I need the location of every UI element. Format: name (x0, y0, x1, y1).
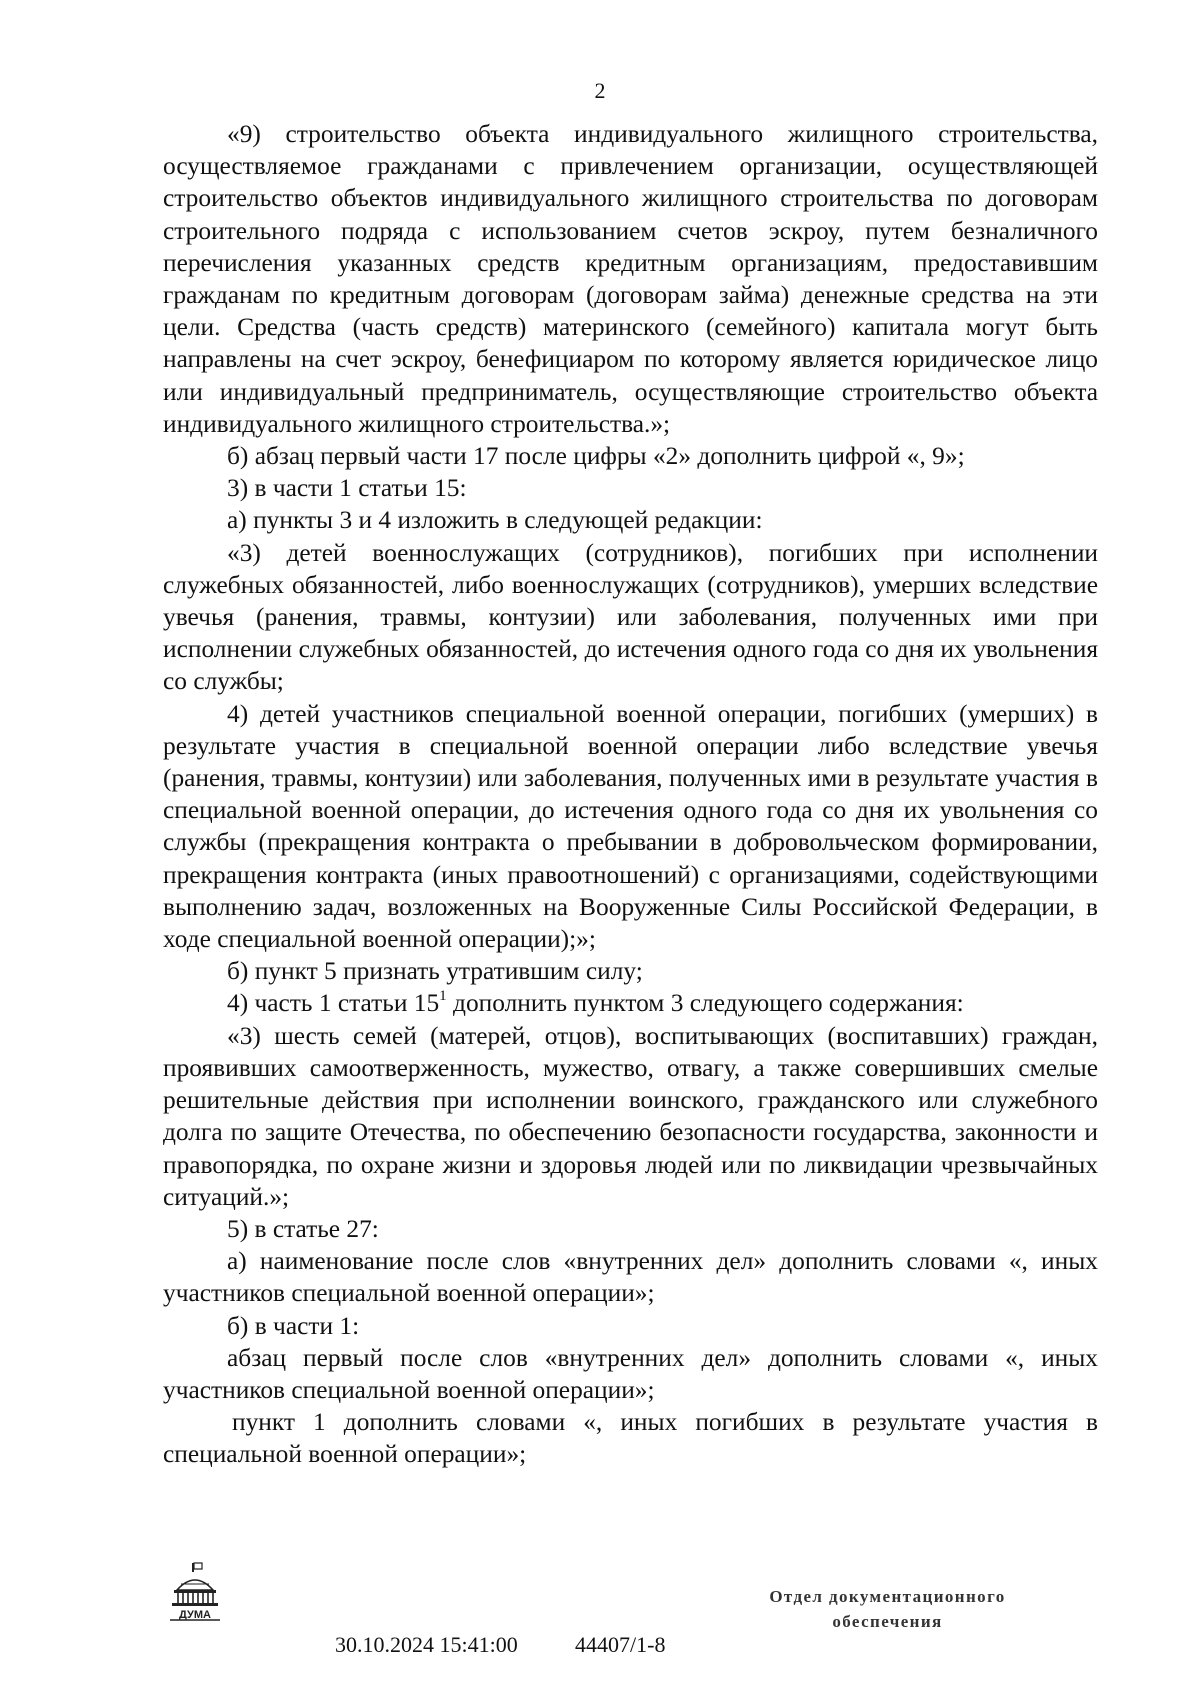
paragraph-title-amend: а) наименование после слов «внутренних дел» дополнить словами «, иных участников специальной военной операции»; (163, 1247, 1098, 1308)
paragraph-article-15-1 (163, 987, 1098, 1019)
paragraph-article-15: 3) в части 1 статьи 15: (227, 474, 467, 503)
paragraph-part-17: б) абзац первый части 17 после цифры «2» дополнить цифрой «, 9»; (227, 442, 965, 471)
registration-number: 44407/1-8 (575, 1632, 666, 1657)
department-stamp (745, 1584, 1030, 1634)
paragraph-item-1-amend: пункт 1 дополнить словами «, иных погибших в результате участия в специальной военной операции»; (163, 1408, 1098, 1469)
paragraph-part-1: б) в части 1: (227, 1311, 360, 1340)
paragraph-item-9: «9) строительство объекта индивидуального жилищного строительства, осуществляемое гражданами с привлечением организации, осуществляющей строительство объектов индивидуального жилищного строительства по договорам строительного подряда с использованием счетов эскроу, путем безналичного перечисления указанных средств кредитным организациям, предоставившим гражданам по кредитным договорам (договорам займа) денежные средства на эти цели. Средства (часть средств) материнского (семейного) капитала могут быть направлены на счет эскроу, бенефициаром по которому является юридическое лицо или индивидуальный предприниматель, осуществляющие строительство объекта индивидуального жилищного строительства.»; (163, 120, 1098, 438)
department-line-2: обеспечения (832, 1612, 943, 1631)
paragraph-first-abzac: абзац первый после слов «внутренних дел» дополнить словами «, иных участников специальной военной операции»; (163, 1343, 1098, 1404)
registration-datetime: 30.10.2024 15:41:00 (335, 1632, 518, 1657)
paragraph-items-3-4: а) пункты 3 и 4 изложить в следующей редакции: (227, 506, 763, 535)
article-ref-text: 4) часть 1 статьи 15 (227, 989, 440, 1018)
duma-logo-icon (165, 1562, 225, 1622)
paragraph-item-4-children: 4) детей участников специальной военной операции, погибших (умерших) в результате участия в специальной военной операции либо вследствие увечья (ранения, травмы, контузии) или заболевания, полученных ими в результате участия в специальной военной операции, до истечения одного года со дня их увольнения со службы (прекращения контракта о пребывании в добровольческом формировании, прекращения контракта (иных правоотношений) с организациями, содействующими выполнению задач, возложенных на Вооруженные Силы Российской Федерации, в ходе специальной военной операции);»; (163, 699, 1098, 954)
article-superscript: 1 (439, 988, 447, 1005)
logo-text: ДУМА (179, 1609, 211, 1621)
department-line-1: Отдел документационного (769, 1587, 1006, 1606)
paragraph-item-5-void: б) пункт 5 признать утратившим силу; (227, 957, 643, 986)
paragraph-item-3-families: «3) шесть семей (матерей, отцов), воспитывающих (воспитавших) граждан, проявивших самоотверженность, мужество, отвагу, а также совершивших смелые решительные действия при исполнении воинского, гражданского или служебного долга по защите Отечества, по обеспечению безопасности государства, законности и правопорядка, по охране жизни и здоровья людей или по ликвидации чрезвычайных ситуаций.»; (163, 1021, 1098, 1211)
paragraph-article-27: 5) в статье 27: (227, 1214, 379, 1243)
article-ref-rest: дополнить пунктом 3 следующего содержания: (446, 989, 964, 1018)
page-number: 2 (594, 78, 606, 103)
paragraph-item-3-children: «3) детей военнослужащих (сотрудников), погибших при исполнении служебных обязанностей, либо военнослужащих (сотрудников), умерших вследствие увечья (ранения, травмы, контузии) или заболевания, полученных ими при исполнении служебных обязанностей, до истечения одного года со дня их увольнения со службы; (163, 538, 1098, 696)
document-body (163, 118, 1098, 1471)
